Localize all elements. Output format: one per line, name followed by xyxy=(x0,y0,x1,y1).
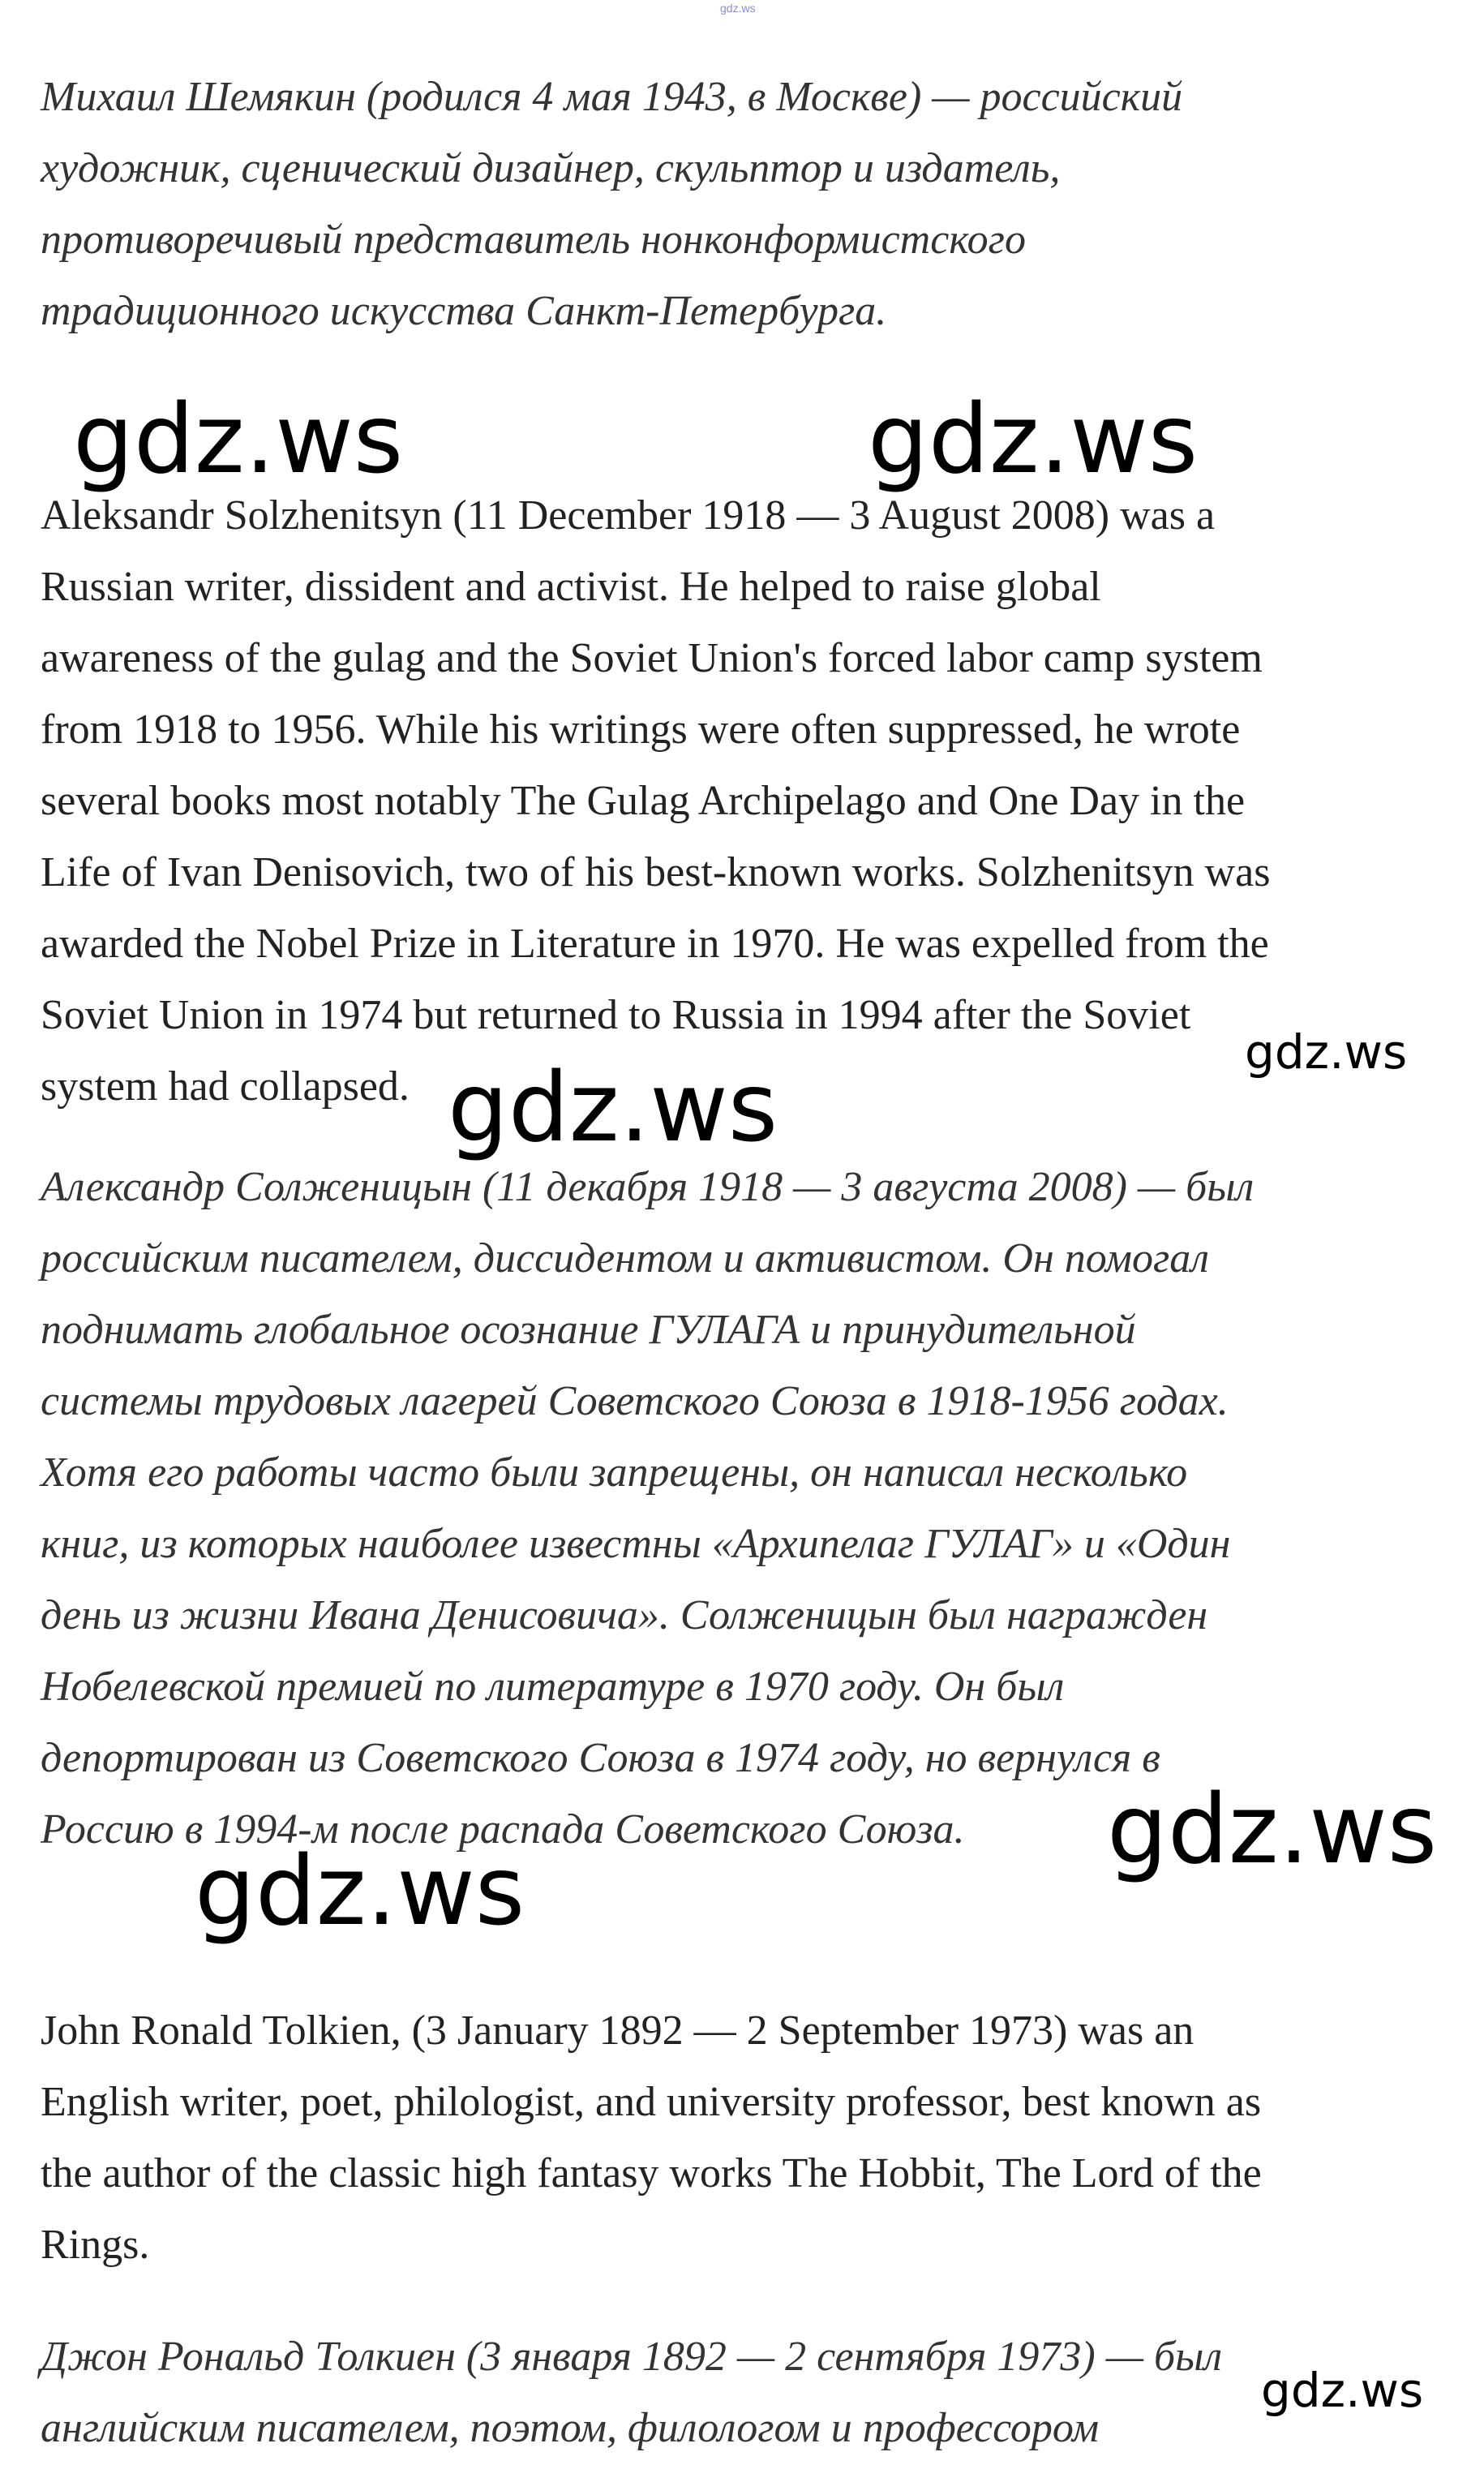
watermark: gdz.ws xyxy=(1107,1773,1438,1885)
watermark: gdz.ws xyxy=(1261,2363,1424,2418)
watermark: gdz.ws xyxy=(73,383,404,495)
header-mark: gdz.ws xyxy=(720,2,756,15)
watermark: gdz.ws xyxy=(868,383,1199,495)
paragraph-solzhenitsyn-en: Aleksandr Solzhenitsyn (11 December 1918 — 3 August 2008) was a Russian writer, dissident and activist. He helped to raise global awareness of the gulag and the Soviet Union's forced labor camp system from 1918 to 1956. While his writings were often suppressed, he wrote several books most notably The Gulag Archipelago and One Day in the Life of Ivan Denisovich, two of his best-known works. Solzhenitsyn was awarded the Nobel Prize in Literature in 1970. He was expelled from the Soviet Union in 1974 but returned to Russia in 1994 after the Soviet system had collapsed. xyxy=(41,492,1271,1110)
paragraph-shemyakin-ru: Михаил Шемякин (родился 4 мая 1943, в Москве) — российский художник, сценический дизайнер, скульптор и издатель, противоречивый представитель нонконформистского традиционного искусства Санкт-Петербурга. xyxy=(41,74,1183,334)
paragraph-tolkien-en: John Ronald Tolkien, (3 January 1892 — 2 September 1973) was an English writer, poet, philologist, and university professor, best known as the author of the classic high fantasy works The Hobbit, The Lord of the Rings. xyxy=(41,2008,1262,2268)
watermark: gdz.ws xyxy=(448,1051,778,1163)
watermark: gdz.ws xyxy=(195,1835,525,1947)
paragraph-solzhenitsyn-ru: Александр Солженицын (11 декабря 1918 — 3 августа 2008) — был российским писателем, диссидентом и активистом. Он помогал поднимать глобальное осознание ГУЛАГА и принудительной системы трудовых лагерей Советского Союза в 1918-1956 годах. Хотя его работы часто были запрещены, он написал несколько книг, из которых наиболее известны «Архипелаг ГУЛАГ» и «Один день из жизни Ивана Денисовича». Солженицын был награжден Нобелевской премией по литературе в 1970 году. Он был депортирован из Советского Союза в 1974 году, но вернулся в Россию в 1994-м после распада Советского Союза. xyxy=(41,1164,1255,1853)
watermark: gdz.ws xyxy=(1245,1024,1408,1080)
paragraph-tolkien-ru: Джон Рональд Толкиен (3 января 1892 — 2 сентября 1973) — был английским писателем, поэтом, филологом и профессором xyxy=(41,2334,1222,2451)
